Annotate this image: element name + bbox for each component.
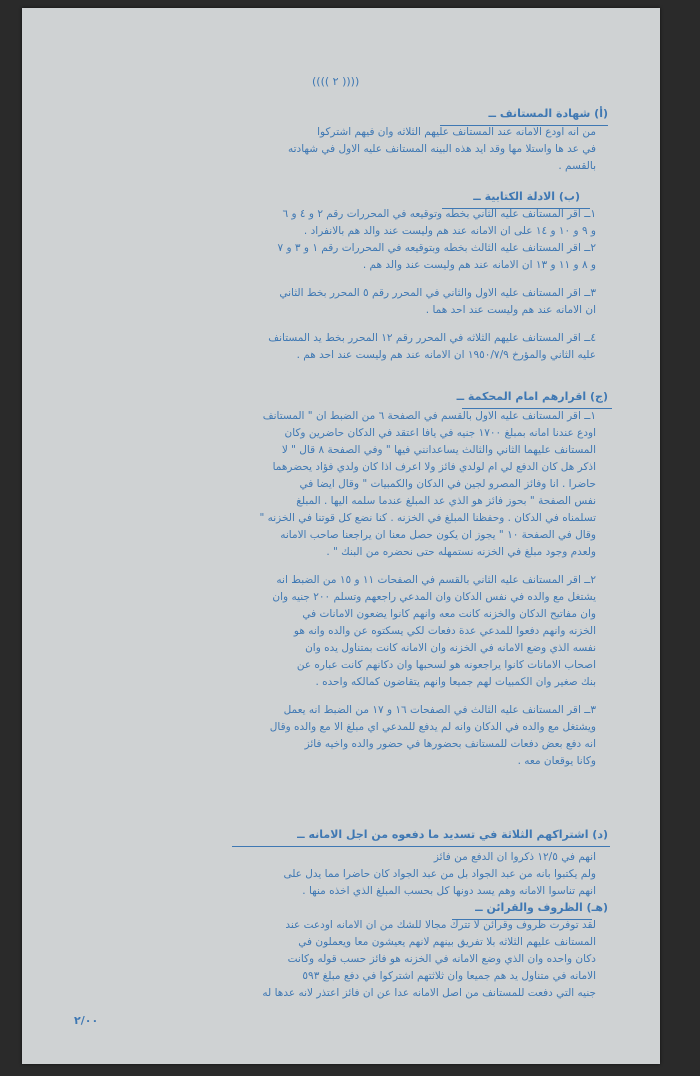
text-line: ١ــ اقر المستانف عليه الاول بالقسم في الصفحة ٦ من الضبط ان " المستانف [262, 410, 596, 422]
text-line: ٣ــ اقر المستانف عليه الثالث في الصفحات ١٦ و ١٧ من الضبط انه يعمل [283, 704, 596, 716]
text-line: عليه الثاني والمؤرخ ١٩٥٠/٧/٩ ان الامانه عند هم وليست عند احد هم . [296, 349, 596, 361]
text-line: وقال في الصفحة ١٠ " يجوز ان يكون حصل معنا ان يراجعنا صاحب الامانه [280, 529, 596, 541]
text-line: يشتغل مع والده في نفس الدكان وان المدعي راجعهم وتسلم ٢٠٠ جنيه وان [272, 591, 596, 603]
heading-a: (أ) شهادة المستانف ــ [488, 107, 608, 120]
text-line: وكانا يوقعان معه . [517, 755, 596, 767]
text-line: بنك صغير وان الكمبيات لهم جميعا وانهم يتقاضون كمالكه واحده . [315, 676, 596, 688]
text-line: ولعدم وجود مبلغ في الخزنه نستمهله حتى نحضره من البنك " . [326, 546, 596, 558]
text-line: المستانف عليهما الثاني والثالث يساعدانني فيها " وفي الصفحة ٨ قال " لا [281, 444, 596, 456]
text-line: و ٨ و ١١ و ١٣ ان الامانه عند هم وليست عند والد هم . [362, 259, 596, 271]
text-line: بالقسم . [558, 160, 596, 172]
text-line: نفس الصفحة " بحوز فائز هو الذي عد المبلغ عندما سلمه اليها . المبلغ [296, 495, 596, 507]
text-line: انهم في ١٢/٥ ذكروا ان الدفع من فائز [433, 851, 596, 863]
text-line: وان مفاتيح الدكان والخزنه كانت معه وانهم كانوا يضعون الامانات في [302, 608, 596, 620]
text-line: المستانف عليهم الثلاثه بلا تفريق بينهم لانهم يعيشون معا ويعملون في [298, 936, 596, 948]
text-line: الامانه في متناول يد هم جميعا وان ثلاثتهم اشتركوا في دفع مبلغ ٥٩٣ [302, 970, 596, 982]
text-line: اصحاب الامانات كانوا يراجعونه هو لسحبها وان دكانهم كانت عباره عن [296, 659, 596, 671]
heading-e: (هـ) الظروف والقرائن ــ [475, 901, 608, 914]
document-page [22, 8, 660, 1064]
text-line: ٢ــ اقر المستانف عليه الثالث بخطه وبتوقيعه في المحررات رقم ١ و ٣ و ٧ [277, 242, 596, 254]
section-a-text [114, 124, 596, 175]
section-b-text [114, 206, 596, 364]
section-e-text [114, 917, 596, 1002]
text-line: من انه اودع الامانه عند المستانف عليهم الثلاثه وان فيهم اشتركوا [317, 126, 596, 138]
text-line: ان الامانه عند هم وليست عند احد هما . [425, 304, 596, 316]
text-line: اودع عندنا امانه بمبلغ ١٧٠٠ جنيه في يافا اعتقد في الدكان حاضرين وكان [284, 427, 596, 439]
text-line: ٤ــ اقر المستانف عليهم الثلاثه في المحرر رقم ١٢ المحرر بخط يد المستانف [268, 332, 596, 344]
text-line: و ٩ و ١٠ و ١٤ على ان الامانه عند هم وليست عند والد هم بالانفراد . [303, 225, 596, 237]
heading-b: (ب) الادلة الكتابية ــ [473, 190, 580, 203]
folio-number: ٢/٠٠ [74, 1014, 99, 1027]
text-line: جنيه التي دفعت للمستانف من اصل الامانه عدا عن ان فائز اعتذر لانه عدها له [262, 987, 596, 999]
section-c-text [114, 408, 596, 770]
page-number: (((( ٢ )))) [312, 75, 360, 88]
text-line: الخزنه وانهم دفعوا للمدعي عدة دفعات لكي يسكتوه عن والده وانه هو [293, 625, 596, 637]
text-line: حاضرا . انا وفائز المصرو لجين في الدكان والكمبيات " وقال ايضا في [299, 478, 596, 490]
section-d-text [114, 849, 596, 900]
text-line: اذكر هل كان الدفع لي ام لولدي فائز ولا اعرف اذا كان ولدي فؤاد يحضرهما [272, 461, 596, 473]
text-line: انه دفع بعض دفعات للمستانف بحضورها في حضور والده واخيه فائز [304, 738, 596, 750]
text-line: لقد توفرت ظروف وقرائن لا تترك مجالا للشك من ان الامانه اودعت عند [285, 919, 596, 931]
text-line: ١ــ اقر المستانف عليه الثاني بخطه وتوقيعه في المحررات رقم ٢ و ٤ و ٦ [282, 208, 596, 220]
text-line: انهم تناسوا الامانه وهم يسد دونها كل بحسب المبلغ الذي اخذه منها . [302, 885, 596, 897]
text-line: ٣ــ اقر المستانف عليه الاول والثاني في المحرر رقم ٥ المحرر بخط الثاني [279, 287, 596, 299]
heading-d-underline [232, 846, 610, 847]
text-line: دكان واحده وان الذي وضع الامانه في الخزنه هو فائز حسب قوله وكانت [287, 953, 596, 965]
heading-d: (د) اشتراكهم الثلاثة في تسديد ما دفعوه من اجل الامانه ــ [297, 828, 608, 841]
text-line: تسلمناه في الدكان . وحفظنا المبلغ في الخزنه . كنا نضع كل قوتنا في الخزنه " [259, 512, 596, 524]
text-line: ٢ــ اقر المستانف عليه الثاني بالقسم في الصفحات ١١ و ١٥ من الضبط انه [276, 574, 596, 586]
text-line: في عد ها واستلا مها وقد ايد هذه البينه المستانف عليه الاول في شهادته [287, 143, 596, 155]
text-line: ولم يكتبوا بانه من عبد الجواد بل من عبد الجواد كان حاضرا مما يدل على [283, 868, 596, 880]
text-line: ويشتغل مع والده في الدكان وانه لم يدفع للمدعي اي مبلغ الا مع والده وقال [269, 721, 596, 733]
text-line: نفسه الذي وضع الامانه في الخزنه وان الامانه كانت بمتناول يده وان [305, 642, 596, 654]
heading-c: (ج) اقرارهم امام المحكمة ــ [456, 390, 608, 403]
